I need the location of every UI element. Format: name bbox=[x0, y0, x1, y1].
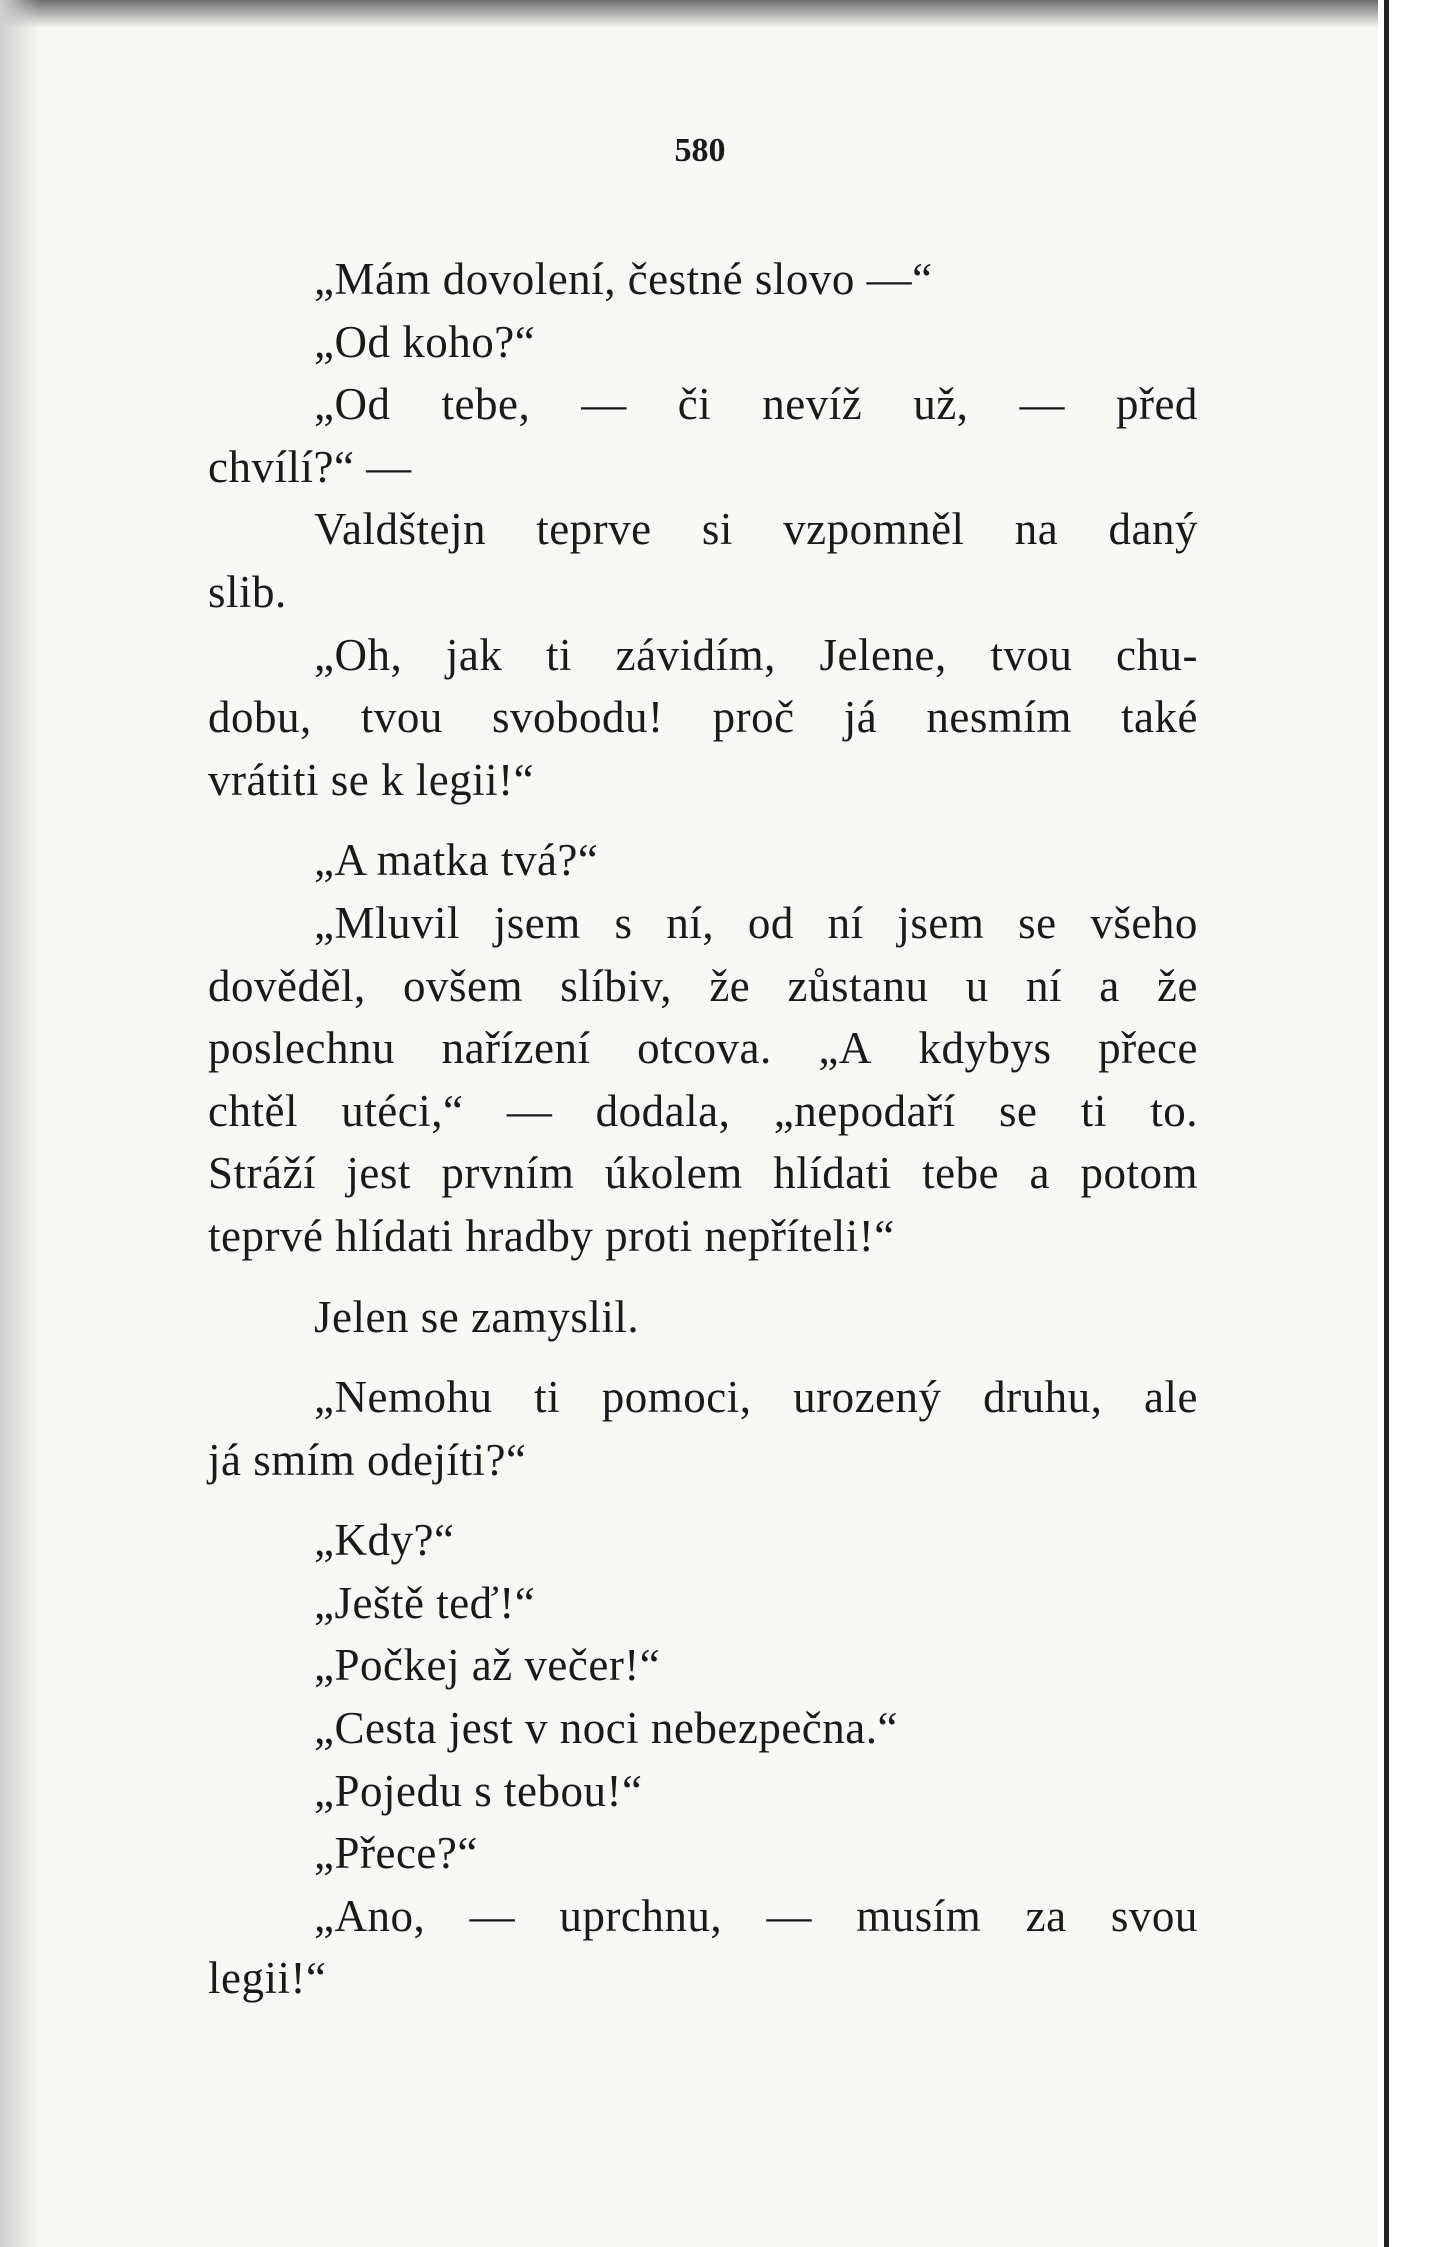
body-text bbox=[208, 248, 1198, 2010]
text-line: „Ano, — uprchnu, — musím za svou bbox=[314, 1890, 1198, 1941]
text-line: legii!“ bbox=[208, 1953, 327, 2004]
text-line: „Pojedu s tebou!“ bbox=[314, 1765, 643, 1816]
text-line: „Oh, jak ti závidím, Jelene, tvou chu- bbox=[314, 629, 1198, 680]
text-line: „Mám dovolení, čestné slovo —“ bbox=[314, 254, 933, 304]
paragraph-gap bbox=[208, 1491, 1198, 1509]
page-number: 580 bbox=[674, 132, 726, 169]
text-line: „Od koho?“ bbox=[314, 316, 536, 367]
text-line: teprvé hlídati hradby proti nepříteli!“ bbox=[208, 1210, 895, 1261]
paragraph-gap bbox=[208, 1268, 1198, 1286]
text-line: „Přece?“ bbox=[314, 1828, 478, 1879]
text-line: poslechnu nařízení otcova. „A kdybys přece bbox=[208, 1023, 1198, 1074]
text-line: vrátiti se k legii!“ bbox=[208, 754, 535, 805]
text-line: dověděl, ovšem slíbiv, že zůstanu u ní a že bbox=[208, 960, 1198, 1011]
spine-edge-line bbox=[1384, 0, 1389, 2247]
text-line: chvílí?“ — bbox=[208, 441, 412, 492]
text-line: „Cesta jest v noci nebezpečna.“ bbox=[314, 1703, 898, 1754]
text-line: Jelen se zamyslil. bbox=[314, 1291, 640, 1342]
scan-top-shadow bbox=[0, 0, 1434, 28]
paragraph-gap bbox=[208, 1348, 1198, 1366]
text-line: „Od tebe, — či nevíž už, — před bbox=[314, 379, 1198, 430]
text-line: „Počkej až večer!“ bbox=[314, 1640, 661, 1691]
scan-left-edge bbox=[0, 0, 40, 2247]
text-line: Valdštejn teprve si vzpomněl na daný bbox=[314, 504, 1198, 555]
text-line: slib. bbox=[208, 566, 287, 617]
paragraph-gap bbox=[208, 811, 1198, 829]
text-line: chtěl utéci,“ — dodala, „nepodaří se ti to. bbox=[208, 1085, 1198, 1136]
text-line: „Nemohu ti pomoci, urozený druhu, ale bbox=[314, 1372, 1198, 1423]
text-line: já smím odejíti?“ bbox=[208, 1434, 527, 1485]
text-line: „Ještě teď!“ bbox=[314, 1577, 536, 1628]
text-line: „Kdy?“ bbox=[314, 1515, 455, 1566]
text-line: „A matka tvá?“ bbox=[314, 835, 599, 886]
text-line: dobu, tvou svobodu! proč já nesmím také bbox=[208, 692, 1198, 743]
text-line: „Mluvil jsem s ní, od ní jsem se všeho bbox=[314, 897, 1198, 948]
text-line: Stráží jest prvním úkolem hlídati tebe a potom bbox=[208, 1148, 1198, 1199]
